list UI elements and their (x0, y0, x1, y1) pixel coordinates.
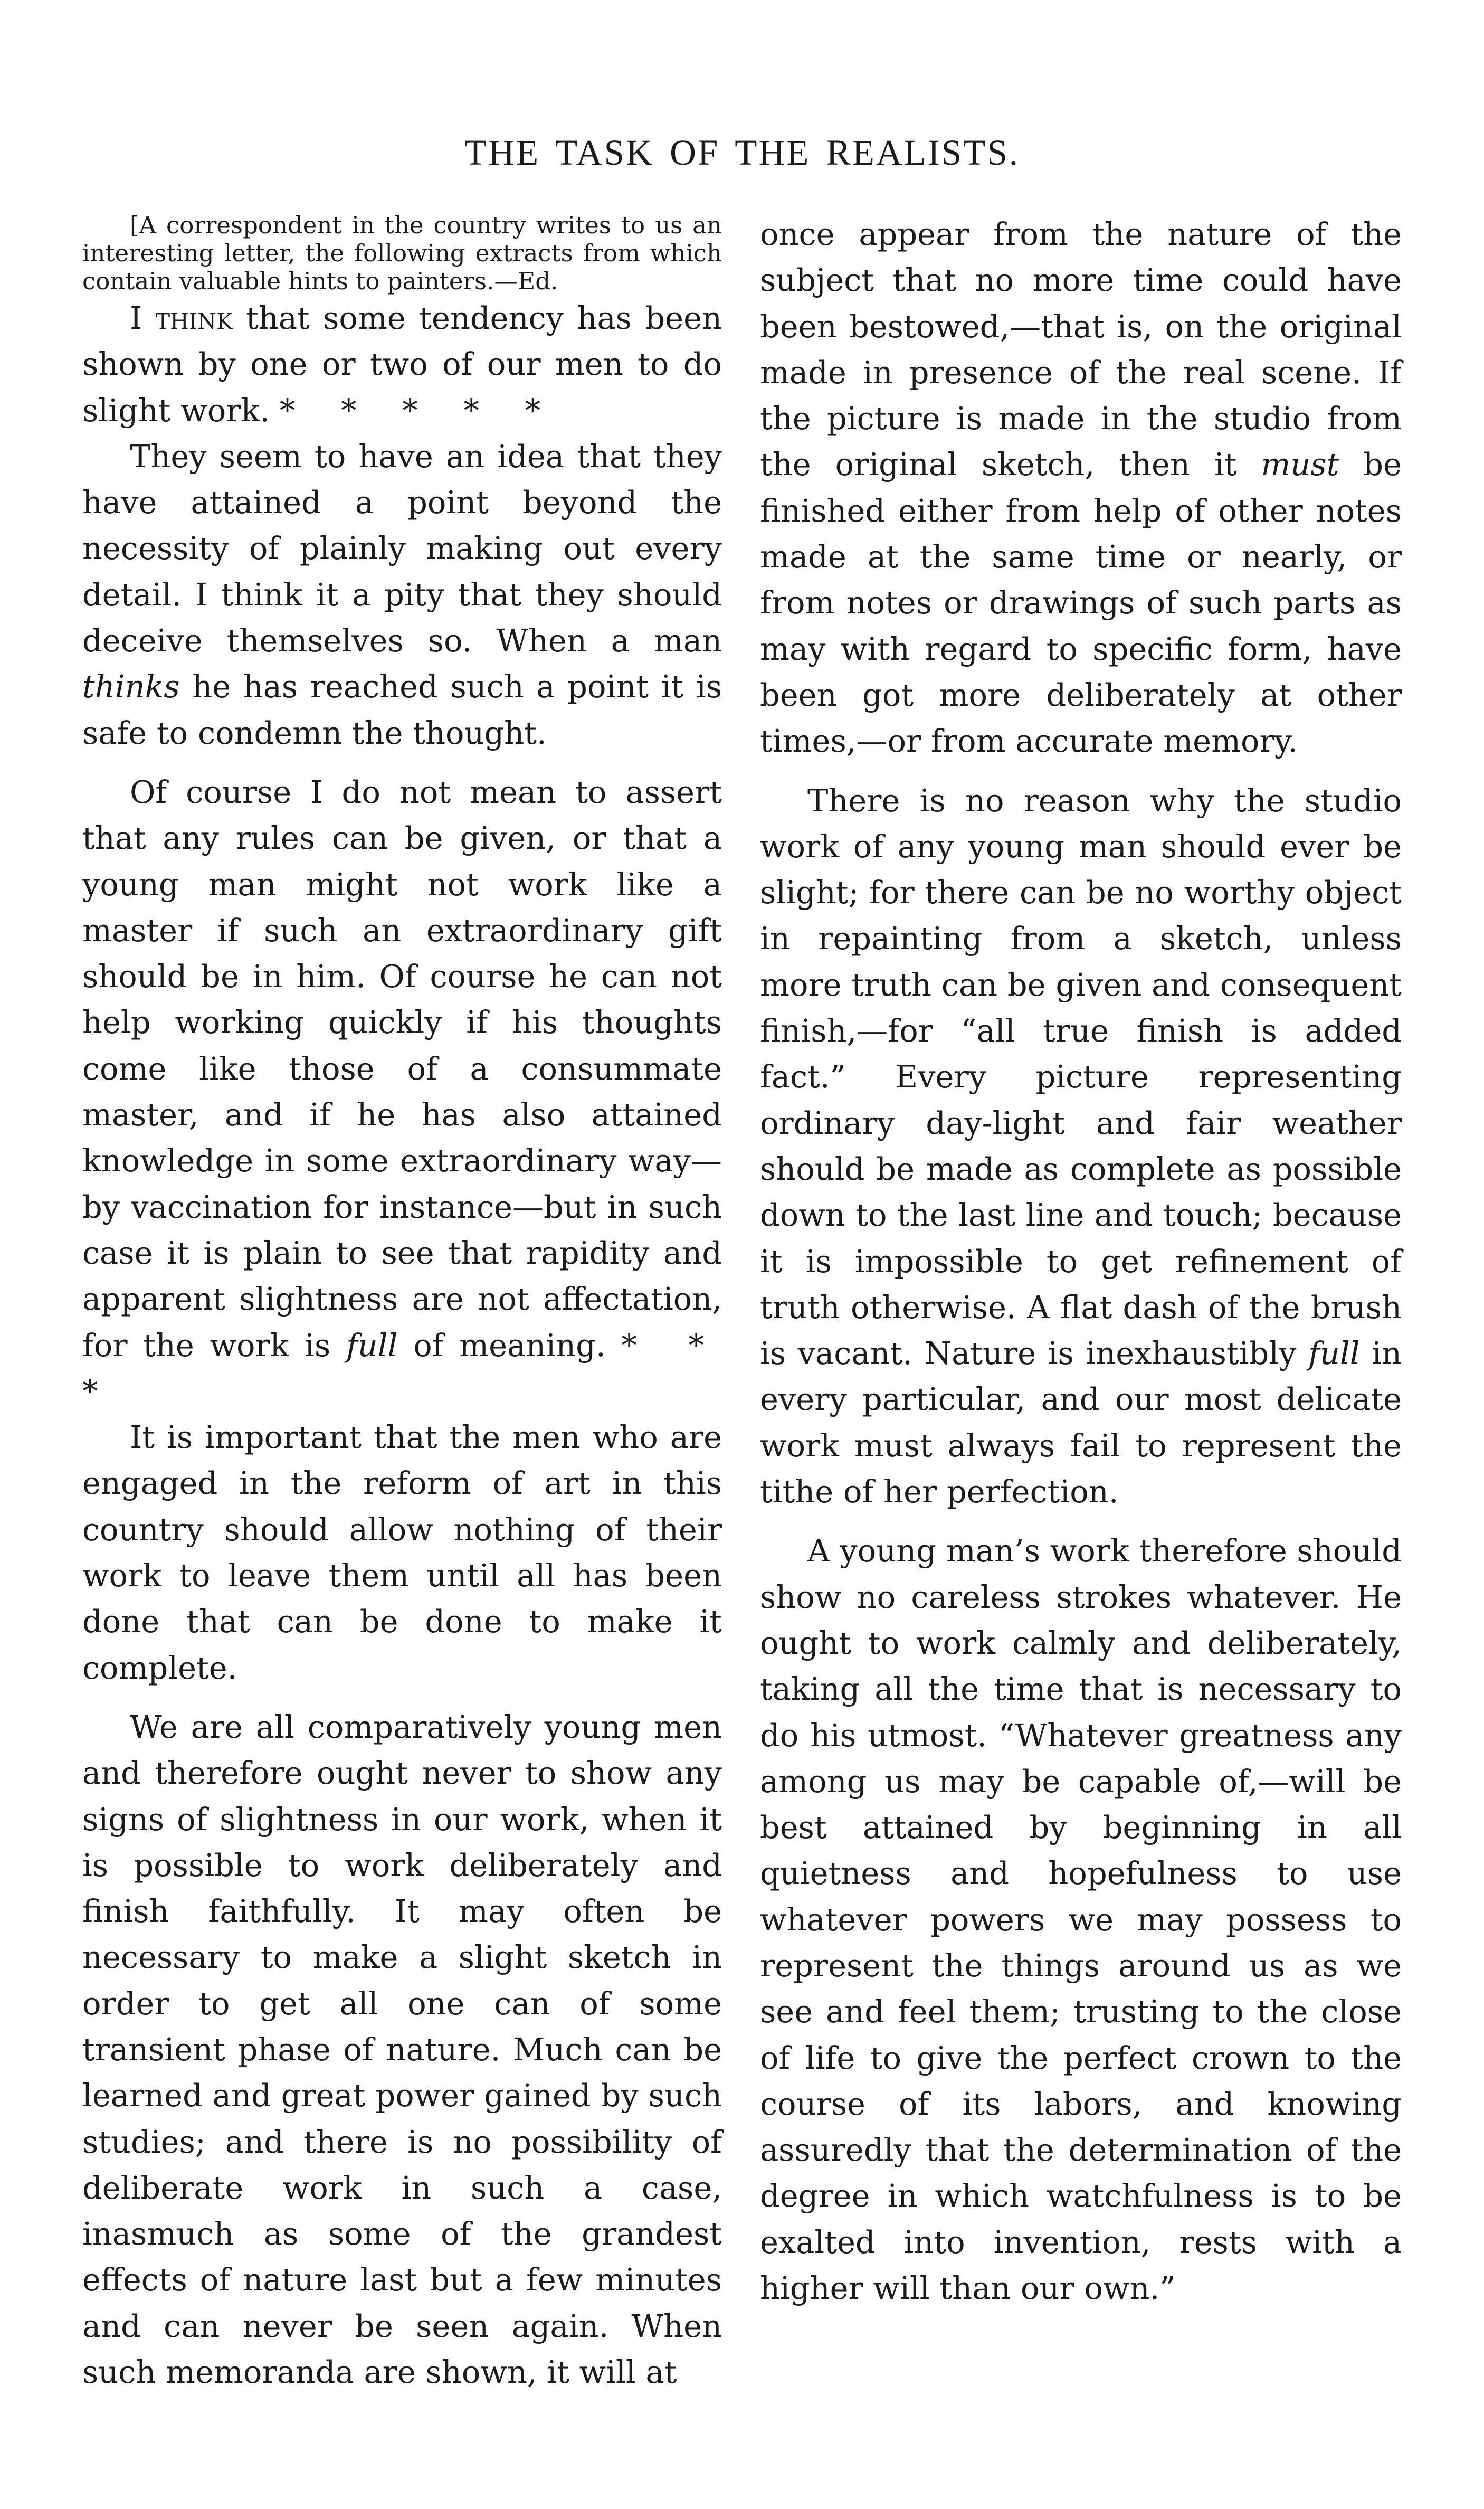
article-title: THE TASK OF THE REALISTS. (464, 132, 1020, 173)
left-column (82, 211, 722, 2395)
asterism: * * * (82, 1327, 722, 1409)
text-run: once appear from the nature of the subject that no more time could have been bestowed,—that is, on the original made in presence of the real scene. If the picture is made in the studio from the original sketch, then it (760, 216, 1402, 483)
text-run: They seem to have an idea that they have attained a point beyond the necessity of plainly making out every detail. I think it a pity that they should deceive themselves so. When a man (82, 438, 722, 659)
text-run: he has reached such a point it is safe to condemn the thought. (82, 668, 722, 751)
emphasis: full (346, 1327, 398, 1364)
paragraph-8: A young man’s work therefore should show no careless strokes whatever. He ought to work calmly and deliberately, taking all the time that is necessary to do his utmost. “Whatever greatness any among us may be capable of,—will be best attained by beginning in all quietness and hopefulness to use whatever powers we may possess to represent the things around us as we see and feel them; trusting to the close of life to give the perfect crown to the course of its labors, and knowing assuredly that the determination of the degree in which watchfulness is to be exalted into invention, rests with a higher will than our own.” (760, 1532, 1402, 2307)
text-run: There is no reason why the studio work of any young man should ever be slight; for there can be no worthy object in repainting from a sketch, unless more truth can be given and consequent finish,—for “all true finish is added fact.” Every picture representing ordinary day-light and fair weather should be made as complete as possible down to the last line and touch; because it is impossible to get refinement of truth otherwise. A flat dash of the brush is vacant. Nature is inexhaustibly (760, 782, 1402, 1372)
editor-note: [A correspondent in the country writes to us an interesting letter, the following extracts from which contain valuable hints to painters.—Ed. (82, 211, 722, 295)
paragraph-6 (760, 211, 1402, 764)
right-column (760, 211, 1402, 2311)
asterism: * * * * * (279, 392, 559, 429)
paragraph-1 (82, 295, 722, 433)
text-run: be finished either from help of other notes made at the same time or nearly, or from notes or drawings of such parts as may with regard to specific form, have been got more deliberately at other times,—or from accurate memory. (760, 446, 1402, 760)
emphasis: must (1261, 446, 1339, 483)
emphasis: thinks (82, 668, 180, 705)
text-run: of meaning. (397, 1327, 606, 1364)
paragraph-4: It is important that the men who are engaged in the reform of art in this country should allow nothing of their work to leave them until all has been done that can be done to make it complete. (82, 1419, 722, 1686)
paragraph-3 (82, 769, 722, 1414)
paragraph-2 (82, 433, 722, 756)
text-run: in every particular, and our most delicate work must always fail to represent the tithe of her perfection. (760, 1335, 1402, 1510)
text-run: Of course I do not mean to assert that any rules can be given, or that a young man might not work like a master if such an extraordinary gift should be in him. Of course he can not help working quickly if his thoughts come like those of a consummate master, and if he has also attained knowledge in some extraordinary way—by vaccination for instance—but in such case it is plain to see that rapidity and apparent slightness are not affectation, for the work is (82, 773, 722, 1364)
text-run: that some tendency has been shown by one or two of our men to do slight work. (82, 300, 722, 429)
emphasis: full (1308, 1335, 1360, 1372)
drop-lead: I think (130, 300, 233, 336)
paragraph-5: We are all comparatively young men and therefore ought never to show any signs of slightness in our work, when it is possible to work deliberately and finish faithfully. It may often be necessary to make a slight sketch in order to get all one can of some transient phase of nature. Much can be learned and great power gained by such studies; and there is no possibility of deliberate work in such a case, inasmuch as some of the grandest effects of nature last but a few minutes and can never be seen again. When such memoranda are shown, it will at (82, 1708, 722, 2391)
paragraph-7 (760, 778, 1402, 1515)
